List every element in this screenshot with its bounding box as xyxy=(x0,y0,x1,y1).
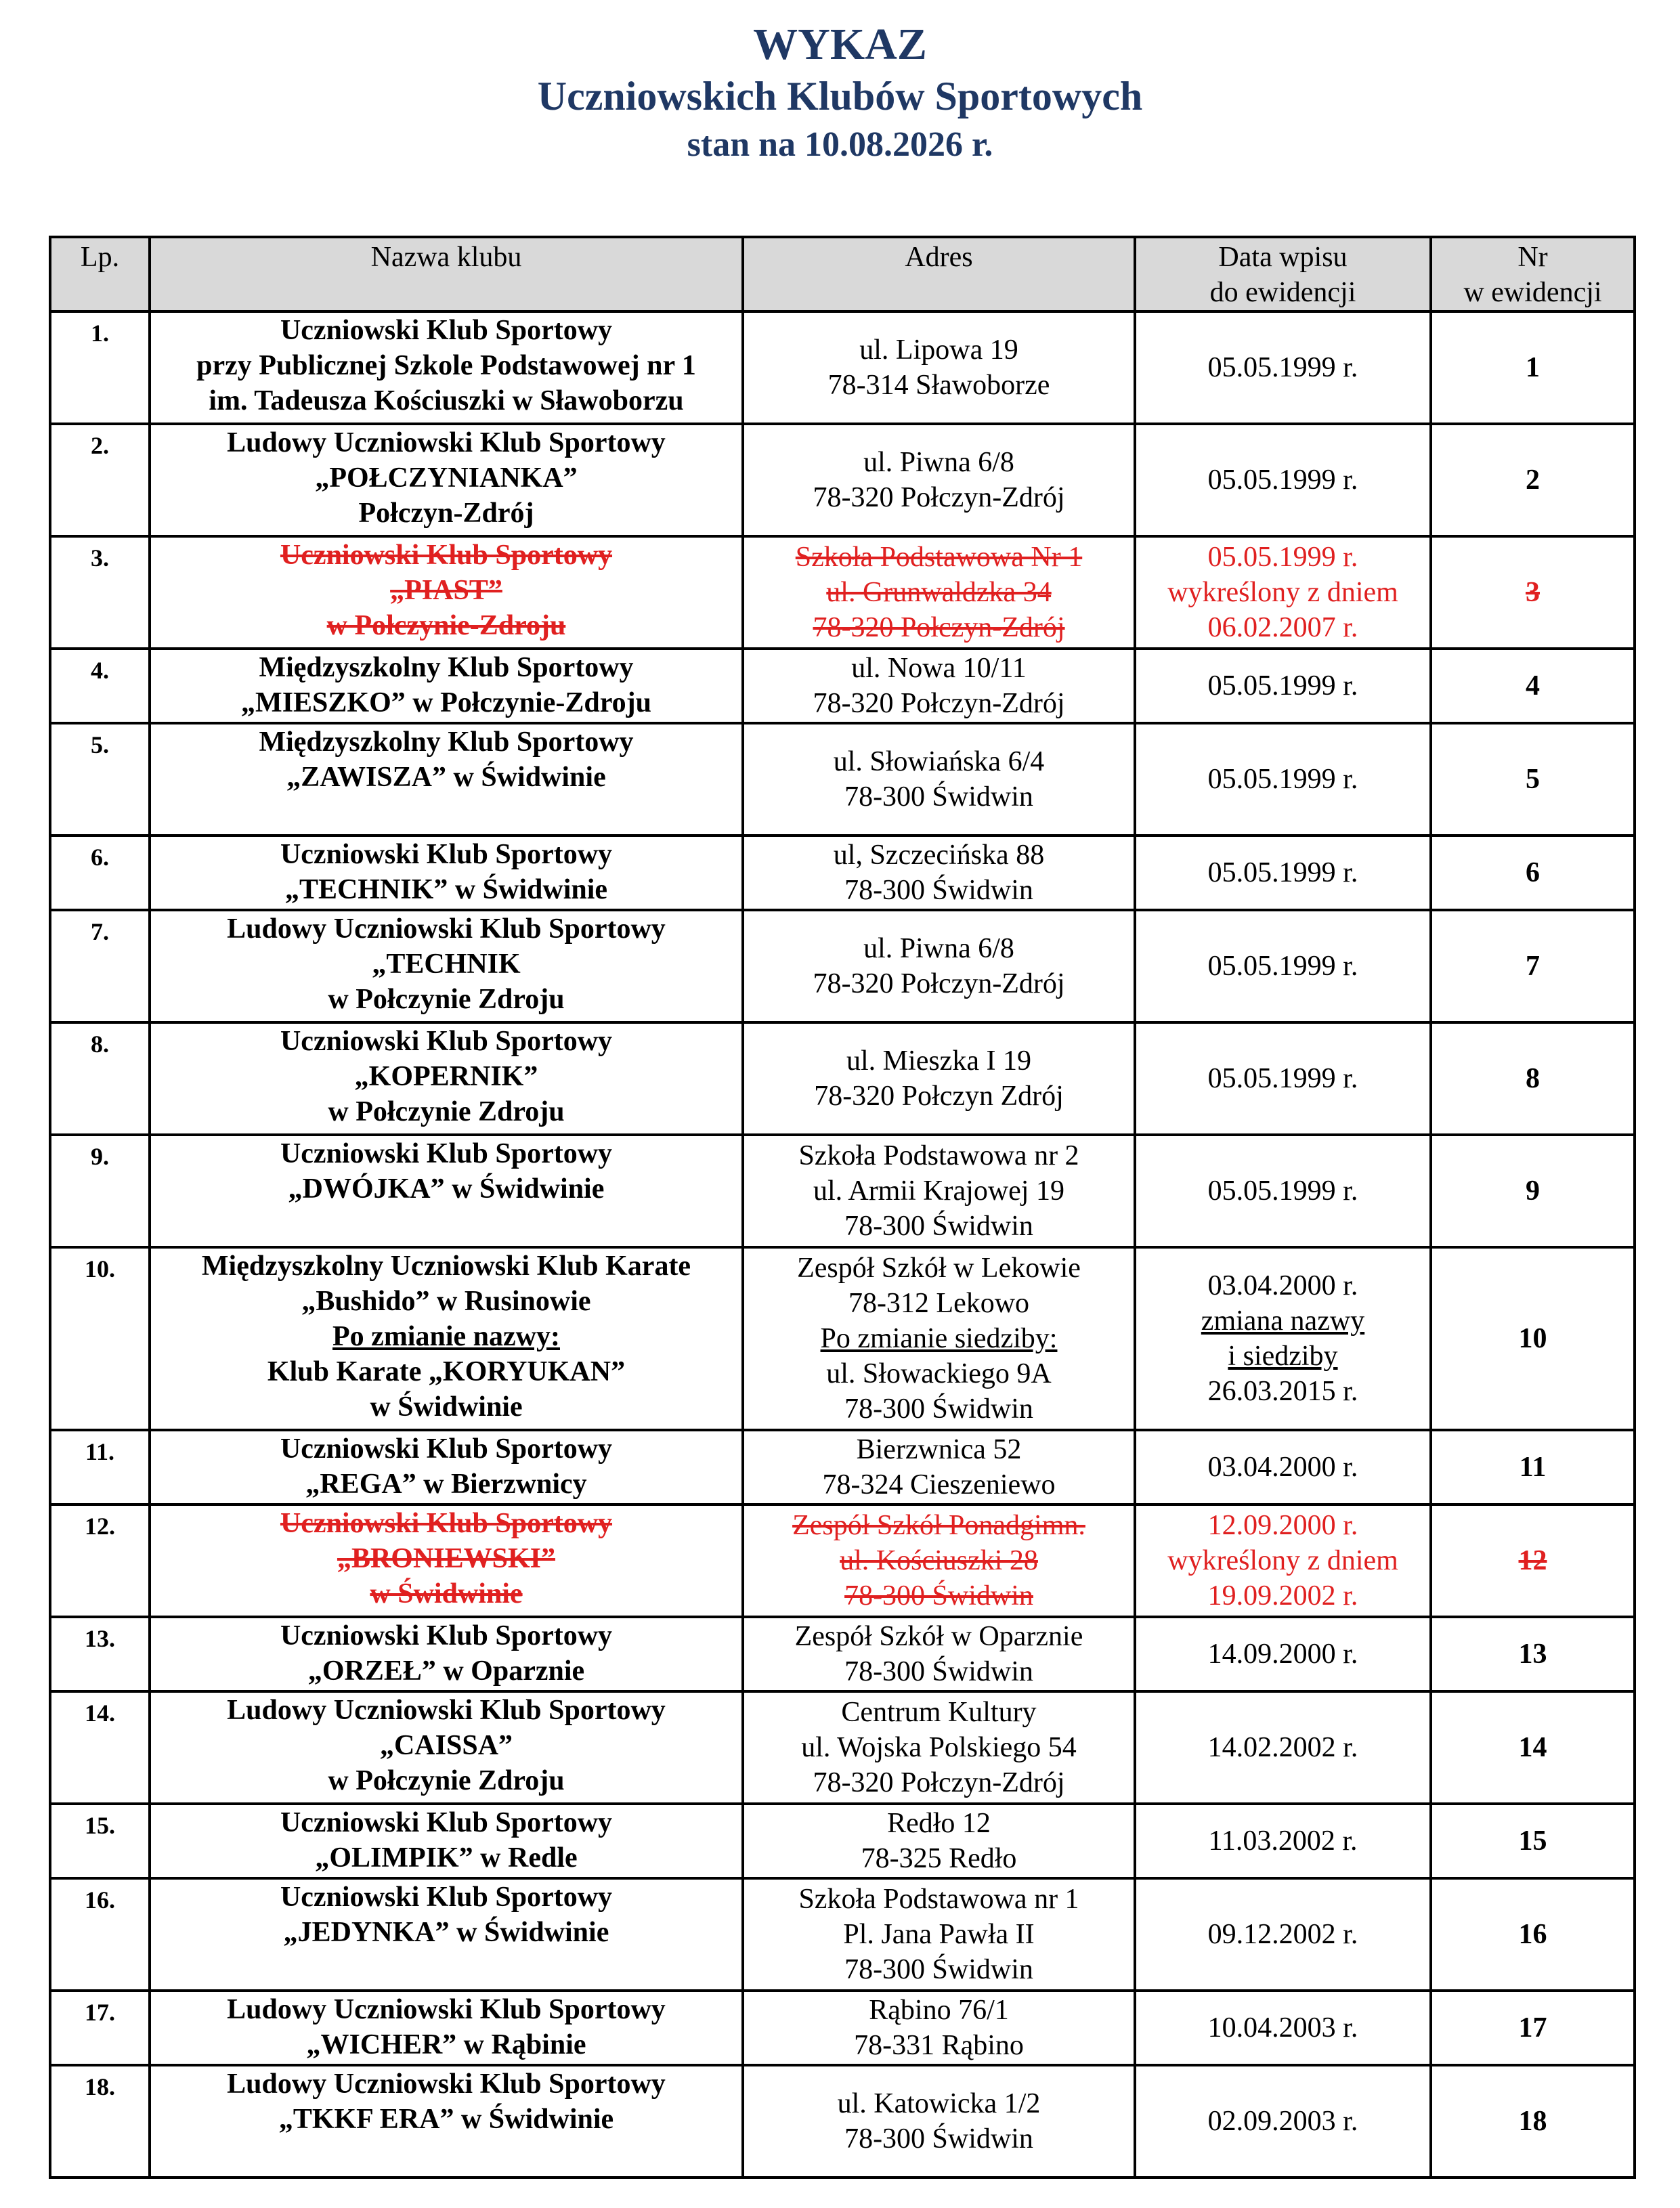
date-line: 02.09.2003 r. xyxy=(1207,2106,1358,2137)
table-row xyxy=(50,723,1635,836)
header-address: Adres xyxy=(743,237,1135,311)
club-name-cell xyxy=(150,836,743,910)
registry-number-cell: 7 xyxy=(1431,910,1635,1022)
table-row xyxy=(50,311,1635,424)
clubs-table xyxy=(49,236,1636,2179)
row-number-cell: 15. xyxy=(50,1804,150,1878)
name-line: w Połczynie Zdroju xyxy=(328,1765,565,1796)
date-line: 05.05.1999 r. xyxy=(1207,1063,1358,1094)
name-line: Ludowy Uczniowski Klub Sportowy xyxy=(227,1695,666,1726)
club-name-cell xyxy=(150,2065,743,2178)
name-line: Uczniowski Klub Sportowy xyxy=(280,1433,613,1465)
date-line: 19.09.2002 r. xyxy=(1207,1580,1358,1611)
registration-date-cell xyxy=(1135,910,1431,1022)
row-number-cell: 1. xyxy=(50,311,150,424)
name-line: Ludowy Uczniowski Klub Sportowy xyxy=(227,913,666,945)
registration-date-cell xyxy=(1135,2065,1431,2178)
club-name-cell xyxy=(150,1878,743,1991)
address-cell xyxy=(743,1022,1135,1135)
table-row xyxy=(50,1505,1635,1617)
address-line: ul. Lipowa 19 xyxy=(859,334,1018,366)
date-line: 05.05.1999 r. xyxy=(1207,1175,1358,1207)
registration-date-cell xyxy=(1135,836,1431,910)
table-row xyxy=(50,1804,1635,1878)
club-name-cell xyxy=(150,1430,743,1505)
address-line: 78-320 Połczyn Zdrój xyxy=(814,1081,1064,1112)
address-line: ul. Piwna 6/8 xyxy=(863,933,1014,964)
name-line: Ludowy Uczniowski Klub Sportowy xyxy=(227,2069,666,2100)
address-line: ul. Grunwaldzka 34 xyxy=(826,577,1052,608)
date-line: 09.12.2002 r. xyxy=(1207,1919,1358,1950)
name-line: Międzyszkolny Uczniowski Klub Karate xyxy=(201,1251,691,1282)
row-number-cell: 17. xyxy=(50,1991,150,2065)
table-row xyxy=(50,1878,1635,1991)
address-line: ul. Armii Krajowej 19 xyxy=(813,1175,1064,1207)
club-name-cell xyxy=(150,424,743,536)
table-row xyxy=(50,1247,1635,1430)
registration-date-cell xyxy=(1135,1617,1431,1691)
address-line: 78-312 Lekowo xyxy=(848,1288,1030,1319)
address-cell xyxy=(743,1804,1135,1878)
address-line: Zespół Szkół w Oparznie xyxy=(794,1621,1083,1652)
address-cell xyxy=(743,311,1135,424)
club-name-cell xyxy=(150,1691,743,1804)
name-line: „PIAST” xyxy=(390,575,502,606)
name-line: im. Tadeusza Kościuszki w Sławoborzu xyxy=(209,385,684,416)
row-number-cell: 16. xyxy=(50,1878,150,1991)
row-number-cell: 14. xyxy=(50,1691,150,1804)
address-line: 78-300 Świdwin xyxy=(844,1954,1033,1985)
address-line: 78-320 Połczyn-Zdrój xyxy=(813,482,1065,513)
header-date-line: do ewidencji xyxy=(1209,277,1356,308)
registry-number-cell: 8 xyxy=(1431,1022,1635,1135)
club-name-cell xyxy=(150,1804,743,1878)
row-number-cell: 8. xyxy=(50,1022,150,1135)
registration-date-cell xyxy=(1135,1505,1431,1617)
registry-number-cell: 12 xyxy=(1431,1505,1635,1617)
name-line: w Świdwinie xyxy=(370,1578,523,1609)
table-row xyxy=(50,649,1635,723)
name-line: przy Publicznej Szkole Podstawowej nr 1 xyxy=(196,350,696,381)
address-cell xyxy=(743,1991,1135,2065)
registry-number-cell: 15 xyxy=(1431,1804,1635,1878)
name-line: Uczniowski Klub Sportowy xyxy=(280,839,613,870)
address-cell xyxy=(743,836,1135,910)
club-name-cell xyxy=(150,649,743,723)
name-line: „TECHNIK” w Świdwinie xyxy=(284,874,608,905)
date-line: 05.05.1999 r. xyxy=(1207,857,1358,888)
name-line: „JEDYNKA” w Świdwinie xyxy=(283,1917,609,1948)
date-line: 03.04.2000 r. xyxy=(1207,1270,1358,1301)
row-number-cell: 13. xyxy=(50,1617,150,1691)
address-line: 78-300 Świdwin xyxy=(844,1580,1033,1611)
date-line: 14.02.2002 r. xyxy=(1207,1732,1358,1763)
address-line: Bierzwnica 52 xyxy=(856,1434,1022,1465)
club-name-cell xyxy=(150,1247,743,1430)
table-row xyxy=(50,1135,1635,1247)
address-line: 78-325 Redło xyxy=(861,1843,1017,1874)
row-number-cell: 18. xyxy=(50,2065,150,2178)
address-cell xyxy=(743,424,1135,536)
address-line: ul. Mieszka I 19 xyxy=(846,1045,1031,1077)
date-line: 11.03.2002 r. xyxy=(1208,1825,1358,1857)
table-row xyxy=(50,424,1635,536)
header-name: Nazwa klubu xyxy=(150,237,743,311)
club-name-cell xyxy=(150,910,743,1022)
address-line: 78-300 Świdwin xyxy=(844,2123,1033,2155)
header-date-line: Data wpisu xyxy=(1218,242,1348,273)
club-name-cell xyxy=(150,1135,743,1247)
name-line: „POŁCZYNIANKA” xyxy=(315,462,578,494)
date-line: wykreślony z dniem xyxy=(1167,1545,1398,1576)
date-line: 14.09.2000 r. xyxy=(1207,1639,1358,1670)
name-line: „KOPERNIK” xyxy=(354,1061,538,1092)
name-line: „Bushido” w Rusinowie xyxy=(301,1286,591,1317)
name-line: w Połczynie-Zdroju xyxy=(326,610,566,641)
address-cell xyxy=(743,649,1135,723)
registration-date-cell xyxy=(1135,536,1431,649)
document-subtitle: Uczniowskich Klubów Sportowych xyxy=(537,74,1143,118)
header-date xyxy=(1135,237,1431,311)
address-cell xyxy=(743,723,1135,836)
name-line: Uczniowski Klub Sportowy xyxy=(280,1620,613,1651)
address-line: 78-314 Sławoborze xyxy=(827,370,1050,401)
club-name-cell xyxy=(150,1617,743,1691)
name-line: „OLIMPIK” w Redle xyxy=(315,1842,578,1874)
address-line: 78-300 Świdwin xyxy=(844,1656,1033,1687)
table-row xyxy=(50,1991,1635,2065)
date-line: i siedziby xyxy=(1228,1341,1338,1372)
name-line: „BRONIEWSKI” xyxy=(337,1543,556,1574)
row-number-cell: 12. xyxy=(50,1505,150,1617)
header-nr-line: Nr xyxy=(1517,242,1548,273)
table-row xyxy=(50,1691,1635,1804)
registration-date-cell xyxy=(1135,1991,1431,2065)
row-number-cell: 7. xyxy=(50,910,150,1022)
table-row xyxy=(50,1617,1635,1691)
name-line: Uczniowski Klub Sportowy xyxy=(280,1882,613,1913)
registry-number-cell: 16 xyxy=(1431,1878,1635,1991)
address-line: ul. Słowackiego 9A xyxy=(826,1358,1052,1389)
table-header-row xyxy=(50,237,1635,311)
club-name-cell xyxy=(150,1022,743,1135)
address-line: ul. Słowiańska 6/4 xyxy=(833,746,1045,777)
registration-date-cell xyxy=(1135,424,1431,536)
row-number-cell: 3. xyxy=(50,536,150,649)
registry-number-cell: 4 xyxy=(1431,649,1635,723)
date-line: 12.09.2000 r. xyxy=(1207,1510,1358,1541)
name-line: w Połczynie Zdroju xyxy=(328,1096,565,1127)
address-line: 78-300 Świdwin xyxy=(844,1393,1033,1425)
date-line: 05.05.1999 r. xyxy=(1207,542,1358,573)
address-line: Rąbino 76/1 xyxy=(869,1995,1009,2026)
address-line: Centrum Kultury xyxy=(841,1697,1037,1728)
name-line: Ludowy Uczniowski Klub Sportowy xyxy=(227,1994,666,2025)
address-cell xyxy=(743,1135,1135,1247)
table-row xyxy=(50,1430,1635,1505)
address-line: ul, Szczecińska 88 xyxy=(833,840,1045,871)
name-line: „DWÓJKA” w Świdwinie xyxy=(288,1173,605,1205)
date-line: 10.04.2003 r. xyxy=(1207,2012,1358,2043)
date-line: 26.03.2015 r. xyxy=(1207,1376,1358,1407)
row-number-cell: 4. xyxy=(50,649,150,723)
date-line: 03.04.2000 r. xyxy=(1207,1452,1358,1483)
row-number-cell: 5. xyxy=(50,723,150,836)
name-line: „TECHNIK xyxy=(372,949,521,980)
name-line: Uczniowski Klub Sportowy xyxy=(280,1807,613,1838)
name-line: „ZAWISZA” w Świdwinie xyxy=(286,762,606,793)
address-line: 78-331 Rąbino xyxy=(854,2030,1024,2061)
name-line: Uczniowski Klub Sportowy xyxy=(280,315,613,346)
registry-number-cell: 10 xyxy=(1431,1247,1635,1430)
row-number-cell: 2. xyxy=(50,424,150,536)
date-line: wykreślony z dniem xyxy=(1167,577,1398,608)
registry-number-cell: 3 xyxy=(1431,536,1635,649)
registration-date-cell xyxy=(1135,311,1431,424)
name-line: Uczniowski Klub Sportowy xyxy=(280,1508,613,1539)
address-cell xyxy=(743,1691,1135,1804)
name-line: Uczniowski Klub Sportowy xyxy=(280,1138,613,1169)
registration-date-cell xyxy=(1135,1247,1431,1430)
address-line: ul. Katowicka 1/2 xyxy=(837,2088,1041,2119)
address-line: 78-320 Połczyn-Zdrój xyxy=(813,612,1065,643)
header-nr xyxy=(1431,237,1635,311)
address-cell xyxy=(743,1430,1135,1505)
row-number-cell: 11. xyxy=(50,1430,150,1505)
date-line: 05.05.1999 r. xyxy=(1207,352,1358,383)
name-line: Międzyszkolny Klub Sportowy xyxy=(259,652,634,683)
club-name-cell xyxy=(150,311,743,424)
address-line: 78-300 Świdwin xyxy=(844,1211,1033,1242)
registration-date-cell xyxy=(1135,1430,1431,1505)
address-cell xyxy=(743,1247,1135,1430)
name-line: w Świdwinie xyxy=(370,1391,523,1423)
address-line: ul. Nowa 10/11 xyxy=(851,653,1027,684)
registration-date-cell xyxy=(1135,1022,1431,1135)
address-line: Szkoła Podstawowa nr 1 xyxy=(798,1884,1079,1915)
registration-date-cell xyxy=(1135,1135,1431,1247)
date-line: zmiana nazwy xyxy=(1201,1305,1365,1337)
header-lp: Lp. xyxy=(50,237,150,311)
name-line: Międzyszkolny Klub Sportowy xyxy=(259,727,634,758)
address-line: Zespół Szkół Ponadgimn. xyxy=(792,1510,1085,1541)
registration-date-cell xyxy=(1135,723,1431,836)
name-line: „CAISSA” xyxy=(379,1730,513,1761)
club-name-cell xyxy=(150,1505,743,1617)
name-line: „REGA” w Bierzwnicy xyxy=(305,1469,587,1500)
address-line: 78-320 Połczyn-Zdrój xyxy=(813,688,1065,719)
name-line: „TKKF ERA” w Świdwinie xyxy=(278,2104,614,2135)
registry-number-cell: 1 xyxy=(1431,311,1635,424)
club-name-cell xyxy=(150,1991,743,2065)
address-line: ul. Wojska Polskiego 54 xyxy=(801,1732,1077,1763)
address-line: Redło 12 xyxy=(887,1808,991,1839)
header-nr-line: w ewidencji xyxy=(1463,277,1602,308)
date-line: 06.02.2007 r. xyxy=(1207,612,1358,643)
row-number-cell: 10. xyxy=(50,1247,150,1430)
registry-number-cell: 2 xyxy=(1431,424,1635,536)
name-line: Po zmianie nazwy: xyxy=(332,1321,560,1352)
registration-date-cell xyxy=(1135,649,1431,723)
table-row xyxy=(50,836,1635,910)
address-line: ul. Piwna 6/8 xyxy=(863,447,1014,478)
table-row xyxy=(50,1022,1635,1135)
table-row xyxy=(50,2065,1635,2178)
registry-number-cell: 6 xyxy=(1431,836,1635,910)
address-line: 78-320 Połczyn-Zdrój xyxy=(813,968,1065,999)
club-name-cell xyxy=(150,536,743,649)
address-line: 78-320 Połczyn-Zdrój xyxy=(813,1767,1065,1798)
registry-number-cell: 13 xyxy=(1431,1617,1635,1691)
table-row xyxy=(50,910,1635,1022)
registry-number-cell: 11 xyxy=(1431,1430,1635,1505)
address-line: 78-300 Świdwin xyxy=(844,781,1033,813)
address-line: Pl. Jana Pawła II xyxy=(843,1919,1035,1950)
club-name-cell xyxy=(150,723,743,836)
date-line: 05.05.1999 r. xyxy=(1207,464,1358,496)
name-line: w Połczynie Zdroju xyxy=(328,984,565,1015)
address-line: ul. Kościuszki 28 xyxy=(840,1545,1038,1576)
document-title: WYKAZ xyxy=(753,20,927,69)
address-cell xyxy=(743,536,1135,649)
address-cell xyxy=(743,1617,1135,1691)
registration-date-cell xyxy=(1135,1691,1431,1804)
registration-date-cell xyxy=(1135,1804,1431,1878)
address-line: Po zmianie siedziby: xyxy=(820,1323,1058,1354)
name-line: „WICHER” w Rąbinie xyxy=(306,2029,586,2060)
registration-date-cell xyxy=(1135,1878,1431,1991)
row-number-cell: 9. xyxy=(50,1135,150,1247)
address-cell xyxy=(743,2065,1135,2178)
registry-number-cell: 17 xyxy=(1431,1991,1635,2065)
name-line: „MIESZKO” w Połczynie-Zdroju xyxy=(241,687,651,718)
table-row xyxy=(50,536,1635,649)
name-line: Uczniowski Klub Sportowy xyxy=(280,1026,613,1057)
address-line: Zespół Szkół w Lekowie xyxy=(797,1253,1081,1284)
address-line: Szkoła Podstawowa Nr 1 xyxy=(795,542,1083,573)
name-line: Ludowy Uczniowski Klub Sportowy xyxy=(227,427,666,458)
date-line: 05.05.1999 r. xyxy=(1207,764,1358,795)
name-line: Klub Karate „KORYUKAN” xyxy=(267,1356,626,1387)
registry-number-cell: 14 xyxy=(1431,1691,1635,1804)
registry-number-cell: 18 xyxy=(1431,2065,1635,2178)
address-line: Szkoła Podstawowa nr 2 xyxy=(798,1140,1079,1171)
date-line: 05.05.1999 r. xyxy=(1207,951,1358,982)
document-date: stan na 10.08.2026 r. xyxy=(687,125,993,164)
name-line: Uczniowski Klub Sportowy xyxy=(280,540,613,571)
registry-number-cell: 5 xyxy=(1431,723,1635,836)
address-cell xyxy=(743,1878,1135,1991)
name-line: Połczyn-Zdrój xyxy=(358,498,534,529)
address-line: 78-300 Świdwin xyxy=(844,875,1033,906)
row-number-cell: 6. xyxy=(50,836,150,910)
address-line: 78-324 Cieszeniewo xyxy=(822,1469,1056,1500)
registry-number-cell: 9 xyxy=(1431,1135,1635,1247)
address-cell xyxy=(743,1505,1135,1617)
name-line: „ORZEŁ” w Oparznie xyxy=(307,1655,585,1687)
date-line: 05.05.1999 r. xyxy=(1207,670,1358,701)
address-cell xyxy=(743,910,1135,1022)
